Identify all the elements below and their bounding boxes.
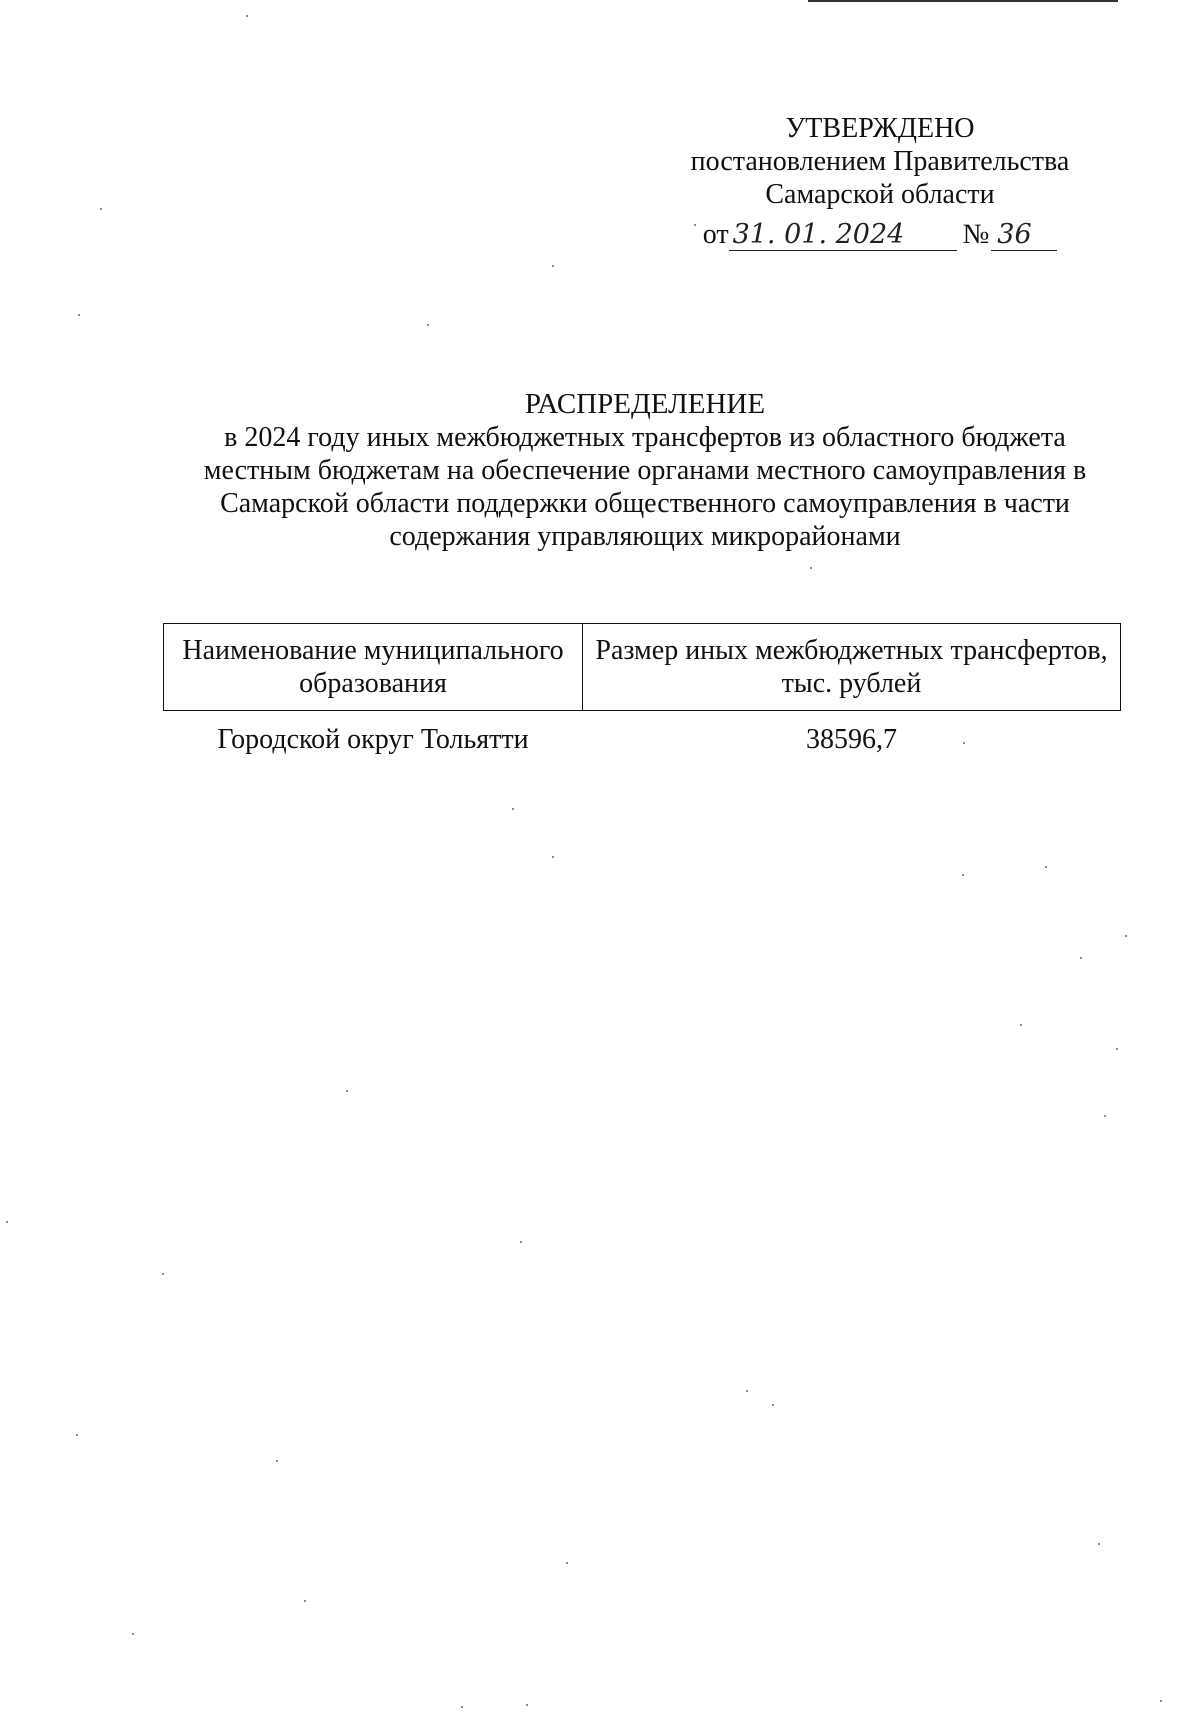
approval-by: постановлением Правительства bbox=[690, 146, 1070, 177]
scan-speck bbox=[76, 1434, 78, 1436]
scan-speck bbox=[1020, 1024, 1022, 1026]
scan-speck bbox=[276, 1460, 278, 1462]
scan-speck bbox=[304, 1600, 306, 1602]
scan-speck bbox=[552, 856, 554, 858]
scan-speck bbox=[246, 15, 248, 17]
scan-speck bbox=[132, 1633, 134, 1635]
scan-speck bbox=[962, 874, 964, 876]
top-edge-line bbox=[808, 0, 1118, 2]
scan-speck bbox=[427, 324, 429, 326]
scan-speck bbox=[100, 208, 102, 210]
scan-speck bbox=[6, 1221, 8, 1223]
scan-speck bbox=[1125, 935, 1127, 937]
scan-speck bbox=[1045, 866, 1047, 868]
approval-status: УТВЕРЖДЕНО bbox=[785, 113, 975, 144]
scan-speck bbox=[162, 1273, 164, 1275]
cell-municipality: Городской округ Тольятти bbox=[217, 724, 529, 755]
title-line-4: содержания управляющих микрорайонами bbox=[389, 521, 901, 552]
title-line-3: Самарской области поддержки общественного самоуправления в части bbox=[220, 488, 1070, 519]
document-title bbox=[140, 388, 1150, 553]
scan-speck bbox=[1104, 1115, 1106, 1117]
scan-speck bbox=[694, 224, 696, 226]
scan-speck bbox=[520, 1241, 522, 1243]
scan-speck bbox=[1116, 1048, 1118, 1050]
title-line-1: в 2024 году иных межбюджетных трансфертов из областного бюджета bbox=[224, 422, 1066, 453]
scan-speck bbox=[746, 1390, 748, 1392]
scan-speck bbox=[78, 314, 80, 316]
scan-speck bbox=[772, 1404, 774, 1406]
scan-speck bbox=[1098, 1543, 1100, 1545]
header-amount: Размер иных межбюджетных трансфертов, тыс. рублей bbox=[583, 624, 1121, 711]
header-municipality: Наименование муниципального образования bbox=[164, 624, 583, 711]
scan-speck bbox=[552, 265, 554, 267]
approval-date-number bbox=[660, 213, 1100, 251]
number-label: № bbox=[962, 219, 990, 250]
scan-speck bbox=[526, 1704, 528, 1706]
distribution-table bbox=[163, 623, 1121, 757]
approval-block bbox=[660, 112, 1100, 251]
scan-speck bbox=[512, 808, 514, 810]
handwritten-date: 31. 01. 2024 bbox=[729, 220, 957, 251]
approval-region: Самарской области bbox=[765, 179, 995, 210]
scan-speck bbox=[566, 1562, 568, 1564]
scan-speck bbox=[1080, 957, 1082, 959]
title-line-2: местным бюджетам на обеспечение органами местного самоуправления в bbox=[203, 455, 1087, 486]
table-row bbox=[164, 711, 1121, 758]
date-prefix: от bbox=[702, 219, 729, 250]
title-heading: РАСПРЕДЕЛЕНИЕ bbox=[524, 388, 766, 420]
scan-speck bbox=[963, 742, 965, 744]
scan-speck bbox=[810, 567, 812, 569]
scan-speck bbox=[346, 1090, 348, 1092]
table-header-row bbox=[164, 624, 1121, 711]
scan-speck bbox=[461, 1706, 463, 1708]
scan-speck bbox=[1160, 1700, 1162, 1702]
cell-amount: 38596,7 bbox=[806, 724, 897, 755]
handwritten-number: 36 bbox=[991, 220, 1057, 251]
